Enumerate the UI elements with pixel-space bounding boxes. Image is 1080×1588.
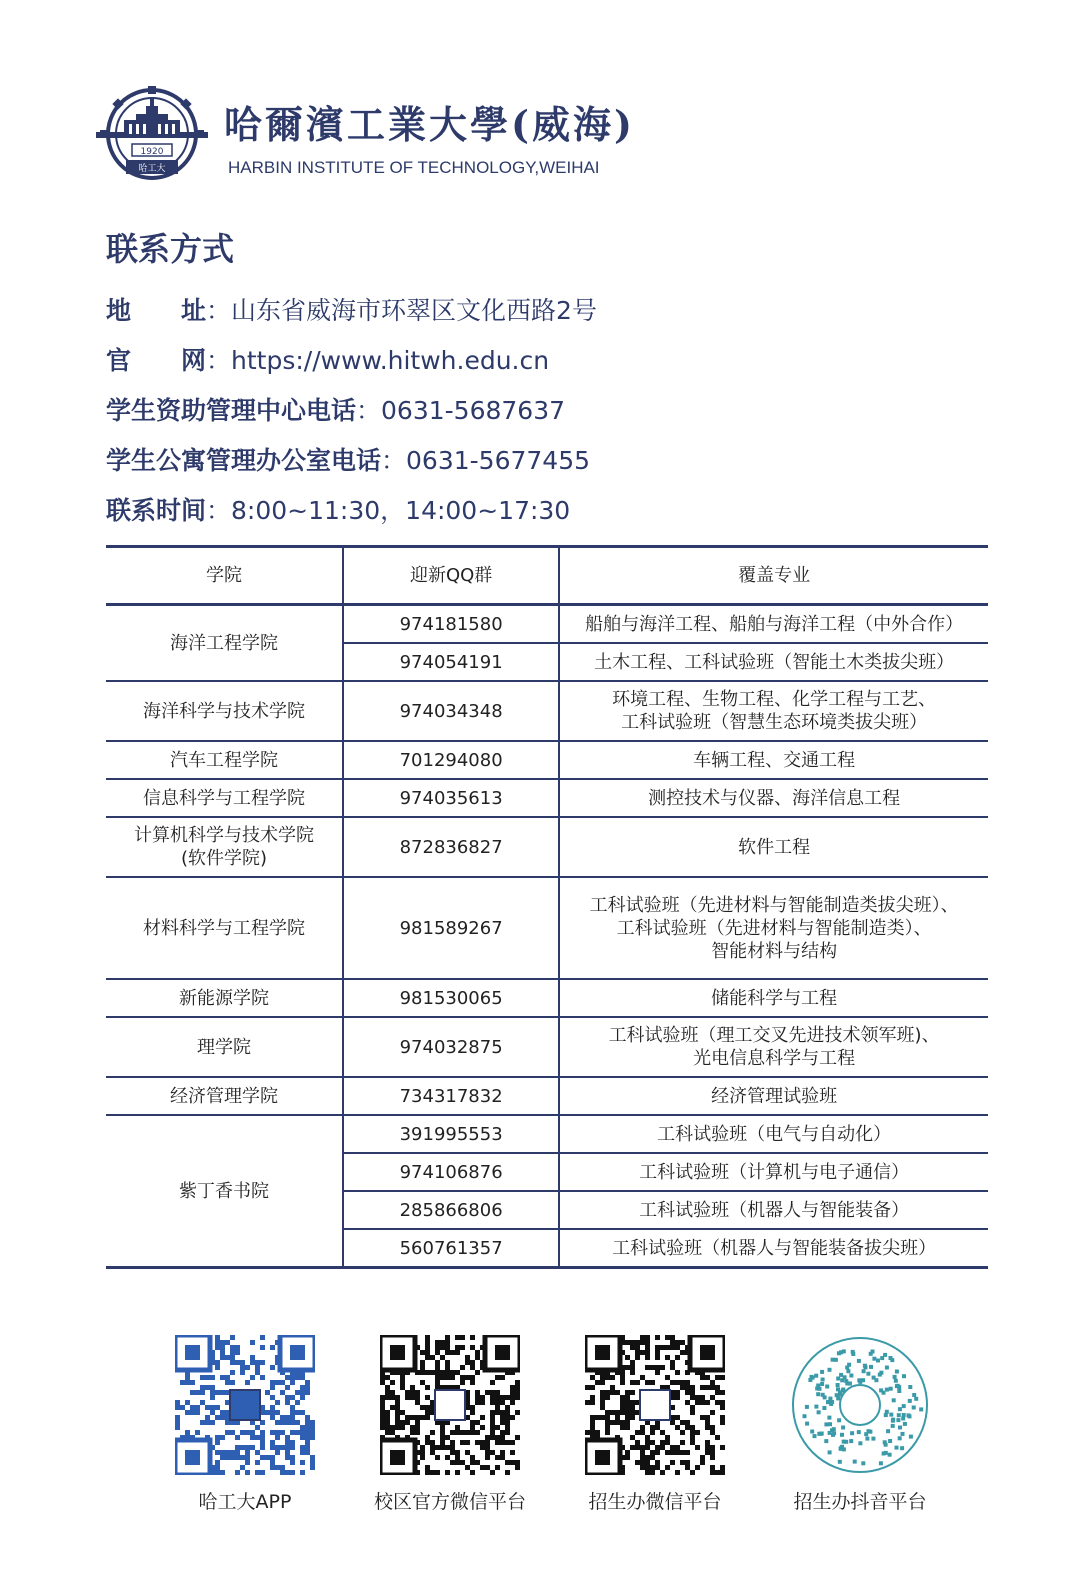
majors-cell: 土木工程、工科试验班（智能土木类拔尖班） bbox=[559, 643, 988, 681]
majors-cell: 工科试验班（理工交叉先进技术领军班)、 光电信息科学与工程 bbox=[559, 1017, 988, 1077]
majors-cell: 软件工程 bbox=[559, 817, 988, 877]
wechat-official-qr-icon bbox=[380, 1335, 520, 1475]
qq-group-cell[interactable]: 974034348 bbox=[343, 681, 559, 741]
emblem-year: 1920 bbox=[140, 147, 164, 157]
hours-line: 联系时间：8:00~11:30，14:00~17:30 bbox=[106, 496, 571, 525]
majors-cell: 环境工程、生物工程、化学工程与工艺、 工科试验班（智慧生态环境类拔尖班） bbox=[559, 681, 988, 741]
hours-value: 8:00~11:30，14:00~17:30 bbox=[231, 496, 571, 525]
college-name-cell: 计算机科学与技术学院 (软件学院) bbox=[106, 817, 343, 877]
qr-caption: 哈工大APP bbox=[198, 1491, 292, 1513]
table-row bbox=[106, 1115, 988, 1153]
header-majors: 覆盖专业 bbox=[559, 547, 988, 605]
majors-cell: 测控技术与仪器、海洋信息工程 bbox=[559, 779, 988, 817]
college-name-cell: 经济管理学院 bbox=[106, 1077, 343, 1115]
dorm-phone-value: 0631-5677455 bbox=[406, 446, 591, 475]
qq-group-cell[interactable]: 285866806 bbox=[343, 1191, 559, 1229]
qq-group-cell[interactable]: 974035613 bbox=[343, 779, 559, 817]
emblem-text: 哈工大 bbox=[138, 164, 166, 174]
majors-cell: 工科试验班（先进材料与智能制造类拔尖班）、 工科试验班（先进材料与智能制造类）、 智能材料与结构 bbox=[559, 877, 988, 979]
qr-caption: 校区官方微信平台 bbox=[373, 1491, 526, 1513]
table-row bbox=[106, 741, 988, 779]
majors-cell: 工科试验班（机器人与智能装备） bbox=[559, 1191, 988, 1229]
qq-group-cell[interactable]: 701294080 bbox=[343, 741, 559, 779]
contact-heading: 联系方式 bbox=[106, 230, 235, 268]
aid-phone-line: 学生资助管理中心电话：0631-5687637 bbox=[106, 396, 566, 425]
header bbox=[96, 84, 716, 194]
website-line: 官 网：https://www.hitwh.edu.cn bbox=[106, 346, 550, 375]
qr-code-card[interactable] bbox=[355, 1335, 545, 1514]
qr-caption: 招生办抖音平台 bbox=[793, 1491, 927, 1513]
university-name-cn: 哈爾濱工業大學(威海) bbox=[224, 102, 635, 147]
qq-group-cell[interactable]: 981589267 bbox=[343, 877, 559, 979]
table-row bbox=[106, 1017, 988, 1077]
college-name-cell: 理学院 bbox=[106, 1017, 343, 1077]
qq-group-cell[interactable]: 974106876 bbox=[343, 1153, 559, 1191]
table-body bbox=[106, 605, 988, 1268]
college-name-cell: 材料科学与工程学院 bbox=[106, 877, 343, 979]
qq-group-cell[interactable]: 734317832 bbox=[343, 1077, 559, 1115]
table-row bbox=[106, 877, 988, 979]
qr-code-card[interactable] bbox=[765, 1335, 955, 1514]
majors-cell: 船舶与海洋工程、船舶与海洋工程（中外合作） bbox=[559, 605, 988, 644]
dorm-phone-line: 学生公寓管理办公室电话：0631-5677455 bbox=[106, 446, 591, 475]
table-row bbox=[106, 817, 988, 877]
website-label: 官 网 bbox=[106, 346, 207, 375]
qq-group-cell[interactable]: 974054191 bbox=[343, 643, 559, 681]
qr-code-card[interactable] bbox=[150, 1335, 340, 1514]
majors-cell: 工科试验班（机器人与智能装备拔尖班） bbox=[559, 1229, 988, 1268]
qr-code-row bbox=[150, 1335, 980, 1535]
majors-cell: 经济管理试验班 bbox=[559, 1077, 988, 1115]
table-row bbox=[106, 681, 988, 741]
majors-cell: 车辆工程、交通工程 bbox=[559, 741, 988, 779]
qr-code-card[interactable] bbox=[560, 1335, 750, 1514]
majors-cell: 储能科学与工程 bbox=[559, 979, 988, 1017]
table-header-row bbox=[106, 547, 988, 605]
table-row bbox=[106, 779, 988, 817]
qq-group-cell[interactable]: 560761357 bbox=[343, 1229, 559, 1268]
dorm-phone-label: 学生公寓管理办公室电话 bbox=[106, 446, 382, 475]
university-name-en: HARBIN INSTITUTE OF TECHNOLOGY,WEIHAI bbox=[228, 158, 600, 177]
hit-app-qr-icon bbox=[175, 1335, 315, 1475]
qq-group-cell[interactable]: 974032875 bbox=[343, 1017, 559, 1077]
college-name-cell: 汽车工程学院 bbox=[106, 741, 343, 779]
college-name-cell: 海洋科学与技术学院 bbox=[106, 681, 343, 741]
aid-phone-value: 0631-5687637 bbox=[381, 396, 566, 425]
table-row bbox=[106, 1077, 988, 1115]
address-value: 山东省威海市环翠区文化西路2号 bbox=[231, 296, 597, 325]
university-emblem-icon bbox=[96, 84, 212, 188]
qq-groups-table bbox=[106, 545, 988, 1269]
douyin-qr-icon bbox=[790, 1335, 930, 1475]
college-name-cell: 新能源学院 bbox=[106, 979, 343, 1017]
website-link[interactable]: https://www.hitwh.edu.cn bbox=[231, 346, 550, 375]
table-row bbox=[106, 605, 988, 644]
hours-label: 联系时间 bbox=[106, 496, 207, 525]
admissions-wechat-qr-icon bbox=[585, 1335, 725, 1475]
header-college: 学院 bbox=[106, 547, 343, 605]
majors-cell: 工科试验班（计算机与电子通信） bbox=[559, 1153, 988, 1191]
address-label: 地 址 bbox=[106, 296, 207, 325]
aid-phone-label: 学生资助管理中心电话 bbox=[106, 396, 357, 425]
qq-group-cell[interactable]: 872836827 bbox=[343, 817, 559, 877]
qq-group-cell[interactable]: 391995553 bbox=[343, 1115, 559, 1153]
header-qq-group: 迎新QQ群 bbox=[343, 547, 559, 605]
qq-group-cell[interactable]: 981530065 bbox=[343, 979, 559, 1017]
college-name-cell: 紫丁香书院 bbox=[106, 1115, 343, 1268]
contact-section bbox=[106, 224, 1006, 536]
college-name-cell: 海洋工程学院 bbox=[106, 605, 343, 682]
college-name-cell: 信息科学与工程学院 bbox=[106, 779, 343, 817]
table-row bbox=[106, 979, 988, 1017]
majors-cell: 工科试验班（电气与自动化） bbox=[559, 1115, 988, 1153]
qq-group-cell[interactable]: 974181580 bbox=[343, 605, 559, 644]
qr-caption: 招生办微信平台 bbox=[588, 1491, 722, 1513]
address-line: 地 址：山东省威海市环翠区文化西路2号 bbox=[106, 296, 597, 325]
